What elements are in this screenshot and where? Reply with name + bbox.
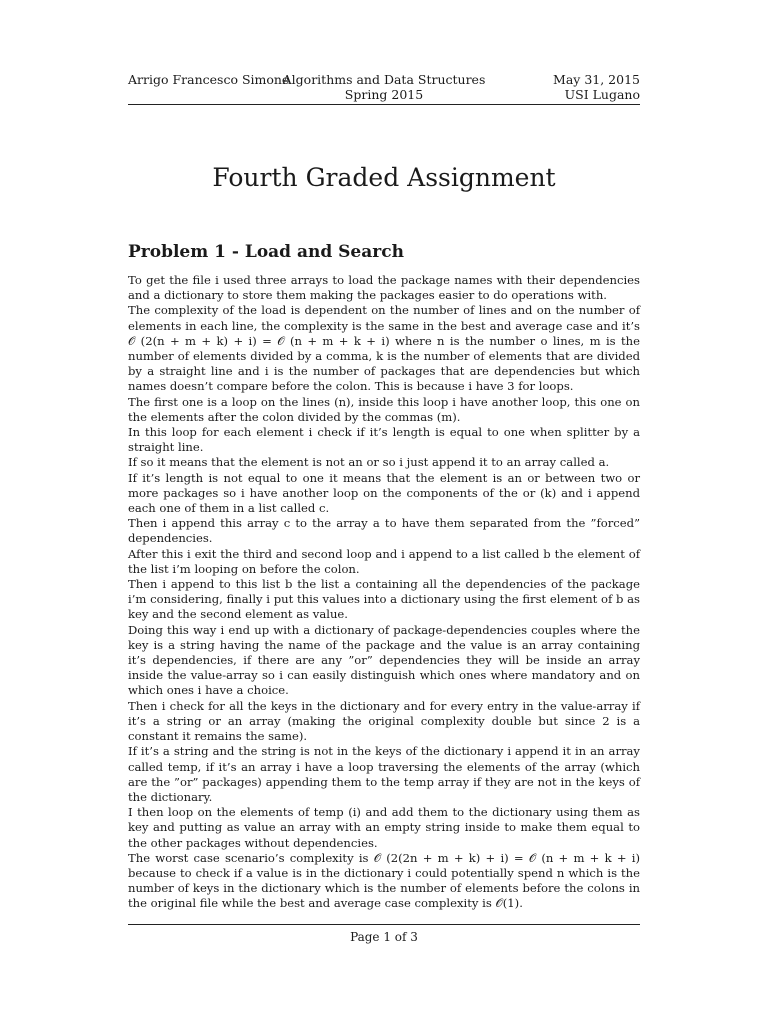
paragraph: The complexity of the load is dependent on the number of lines and on the number of elements in each line, the complexity is the same in the best and average case and it’s 𝒪 (2(n + m + k) + i) = 𝒪 (n + m + k + i) where n is the number o lines, m is the number of elements divided by a comma, k is the number of elements that are divided by a straight line and i is the number of packages that are dependencies but which names doesn’t compare before the colon. This is because i have 3 for loops. [128, 303, 640, 394]
paragraph: In this loop for each element i check if it’s length is equal to one when splitter by a straight line. [128, 425, 640, 455]
footer-rule [128, 924, 640, 925]
semester: Spring 2015 [344, 87, 424, 102]
paragraph: Then i append this array c to the array a to have them separated from the ”forced” dependencies. [128, 516, 640, 546]
paragraph: After this i exit the third and second loop and i append to a list called b the element of the list i’m looping on before the colon. [128, 546, 640, 576]
paragraph: The worst case scenario’s complexity is 𝒪 (2(2n + m + k) + i) = 𝒪 (n + m + k + i) because to check if a value is in the dictionary i could potentially spend n which is the number of keys in the dictionary which is the number of elements before the colons in the original file while the best and average case complexity is 𝒪(1). [128, 850, 640, 911]
paragraph: If it’s a string and the string is not in the keys of the dictionary i append it in an array called temp, if it’s an array i have a loop traversing the elements of the array (which are the ”or” packages) appending them to the temp array if they are not in the keys of the dictionary. [128, 744, 640, 804]
course-name: Algorithms and Data Structures [282, 72, 486, 87]
paragraph: To get the file i used three arrays to load the package names with their dependencies and a dictionary to store them making the packages easier to do operations with. [128, 273, 640, 303]
paragraph: I then loop on the elements of temp (i) and add them to the dictionary using them as key and putting as value an array with an empty string inside to make them equal to the other packages without dependencies. [128, 805, 640, 850]
section-heading: Problem 1 - Load and Search [128, 242, 404, 262]
header-rule [128, 104, 640, 105]
page-number: Page 1 of 3 [350, 930, 418, 944]
paragraph: Then i append to this list b the list a containing all the dependencies of the package i’m considering, finally i put this values into a dictionary using the first element of b as key and the second element as value. [128, 577, 640, 622]
date: May 31, 2015 [553, 72, 640, 87]
author-name: Arrigo Francesco Simone [128, 72, 290, 87]
date-info [553, 72, 640, 102]
paragraph: If so it means that the element is not an or so i just append it to an array called a. [128, 455, 610, 470]
section-body [128, 273, 640, 912]
document-title: Fourth Graded Assignment [212, 163, 556, 192]
paragraph: If it’s length is not equal to one it means that the element is an or between two or more packages so i have another loop on the components of the or (k) and i append each one of them in a list called c. [128, 470, 640, 516]
paragraph: The first one is a loop on the lines (n), inside this loop i have another loop, this one on the elements after the colon divided by the commas (m). [128, 394, 640, 424]
paragraph: Then i check for all the keys in the dictionary and for every entry in the value-array if it’s a string or an array (making the original complexity double but since 2 is a constant it remains the same). [128, 698, 640, 744]
paragraph: Doing this way i end up with a dictionary of package-dependencies couples where the key is a string having the name of the package and the value is an array containing it’s dependencies, if there are any ”or” dependencies they will be inside an array inside the value-array so i can easily distinguish which ones where mandatory and on which ones i have a choice. [128, 622, 640, 698]
institution: USI Lugano [564, 87, 640, 102]
